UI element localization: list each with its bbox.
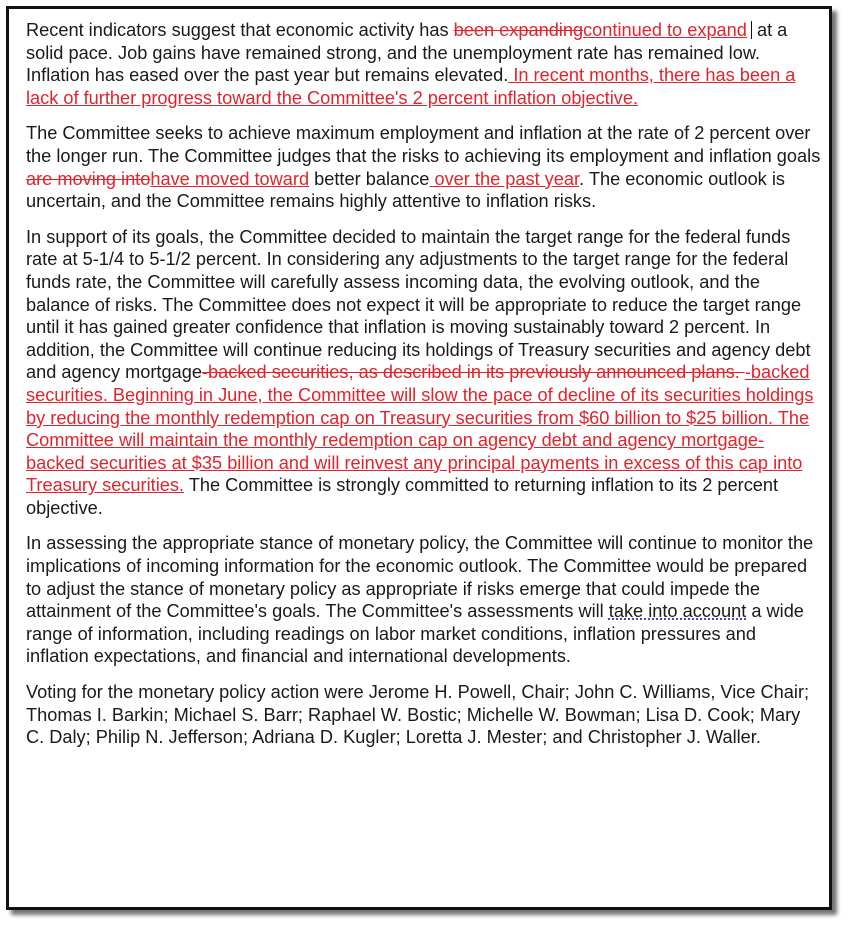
text-run: better balance <box>309 168 430 189</box>
inserted-text: -backed securities. Beginning in June, the Committee will slow the pace of decline of its securities holdings by reducing the monthly redemption cap on Treasury securities from $60 billion to $25 billion. The Committee will maintain the monthly redemption cap on agency debt and agency mortgage-backed securities at $35 billion and will reinvest any principal payments in excess of this cap into Treasury securities. <box>26 362 814 496</box>
text-run: at a solid pace. Job gains have remained strong, and the unemployment rate has remained low. Inflation has eased over the past year but remains elevated. <box>26 20 788 86</box>
text-run: The Committee seeks to achieve maximum employment and inflation at the rate of 2 percent over the longer run. The Committee judges that the risks to achieving its employment and inflation goals <box>26 123 821 166</box>
text-run: The Committee is strongly committed to returning inflation to its 2 percent objective. <box>26 475 779 518</box>
inserted-text: continued to expand <box>583 20 747 40</box>
paragraph-policy-decision <box>26 226 821 520</box>
document-frame <box>6 6 832 910</box>
grammar-flagged-text[interactable]: take into account <box>608 601 747 622</box>
inserted-text: over the past year <box>429 168 580 189</box>
paragraph-monetary-stance <box>26 532 821 668</box>
text-run: Voting for the monetary policy action were Jerome H. Powell, Chair; John C. Williams, Vice Chair; Thomas I. Barkin; Michael S. Barr; Raphael W. Bostic; Michelle W. Bowman; Lisa D. Cook; Mary C. Daly; Philip N. Jefferson; Adriana D. Kugler; Loretta J. Mester; and Christopher J. Waller. <box>26 682 810 748</box>
deleted-text: -backed securities, as described in its previously announced plans. <box>201 362 745 383</box>
paragraph-voting-members <box>26 681 821 749</box>
document-body[interactable] <box>26 19 821 762</box>
paragraph-committee-goals <box>26 122 821 212</box>
deleted-text: been expanding <box>453 20 584 40</box>
inserted-text: In recent months, there has been a lack of further progress toward the Committee's 2 percent inflation objective. <box>26 65 796 108</box>
deleted-text: are moving into <box>26 168 151 189</box>
text-run: In assessing the appropriate stance of monetary policy, the Committee will continue to monitor the implications of incoming information for the economic outlook. The Committee would be prepared to adjust the stance of monetary policy as appropriate if risks emerge that could impede the attainment of the Committee's goals. The Committee's assessments will <box>26 533 814 622</box>
inserted-text: have moved toward <box>150 168 310 189</box>
text-run: a wide range of information, including readings on labor market conditions, inflation pressures and inflation expectations, and financial and international developments. <box>26 601 804 667</box>
text-run: Recent indicators suggest that economic activity has <box>26 20 454 40</box>
paragraph-economic-activity <box>26 19 821 109</box>
text-run: . The economic outlook is uncertain, and the Committee remains highly attentive to inflation risks. <box>26 168 785 212</box>
text-run: In support of its goals, the Committee decided to maintain the target range for the federal funds rate at 5-1/4 to 5-1/2 percent. In considering any adjustments to the target range for the federal funds rate, the Committee will carefully assess incoming data, the evolving outlook, and the balance of risks. The Committee does not expect it will be appropriate to reduce the target range until it has gained greater confidence that inflation is moving sustainably toward 2 percent. In addition, the Committee will continue reducing its holdings of Treasury securities and agency debt and agency mortgage <box>26 226 811 383</box>
